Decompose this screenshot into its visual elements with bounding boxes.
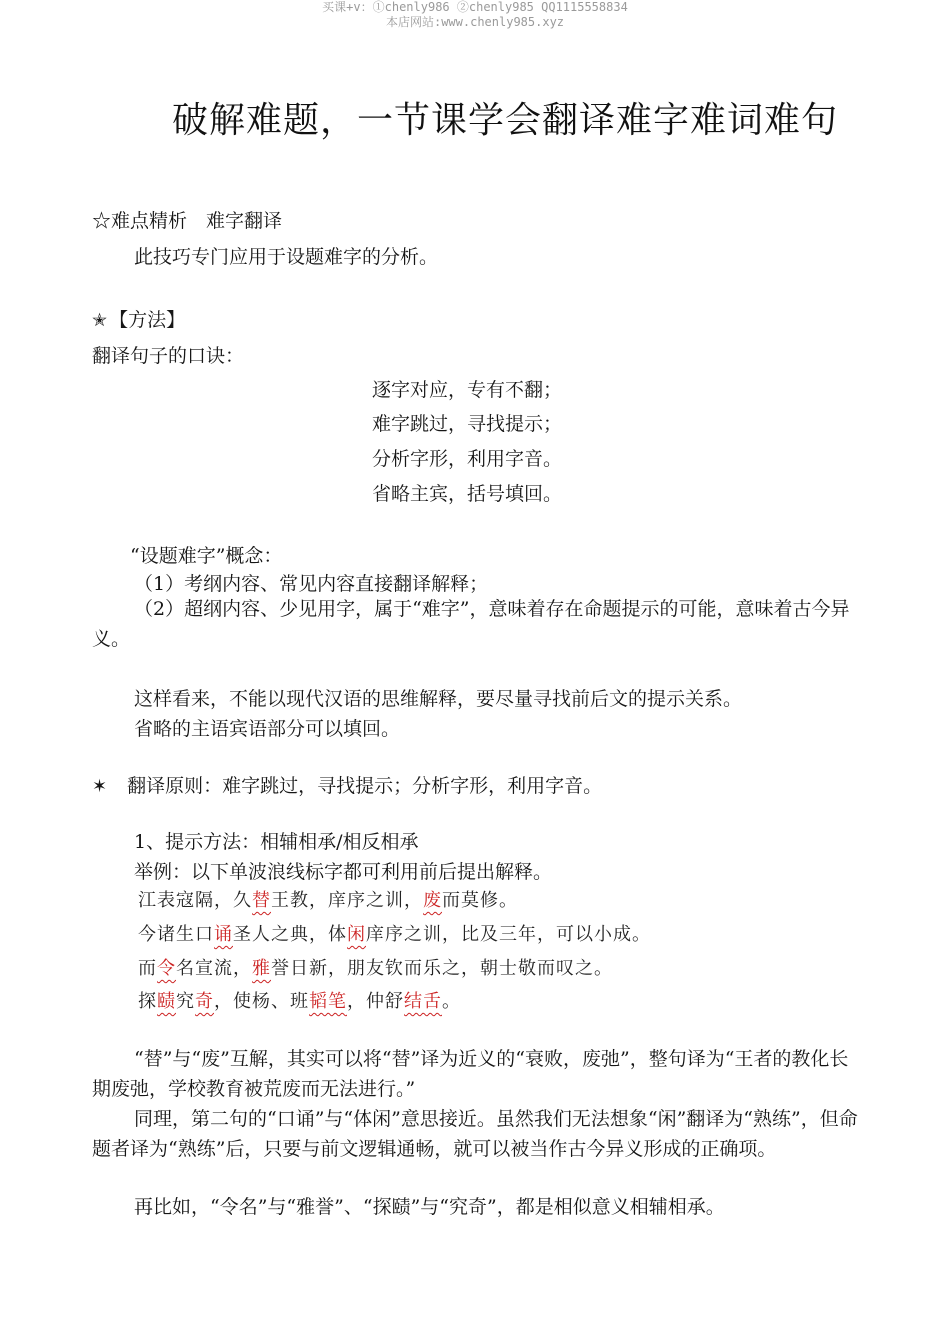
analysis-paragraph-1: “替”与“废”互解，其实可以将“替”译为近义的“衰败，废弛”，整句译为“王者的教化长期废弛，学校教育被荒废而无法进行。” [92, 1048, 849, 1100]
example-text: 探 [138, 991, 157, 1012]
marked-char: 令 [157, 958, 176, 979]
example-text: 今诸生口 [138, 924, 214, 945]
example-sentence-3 [138, 954, 613, 980]
section-intro: 此技巧专门应用于设题难字的分析。 [134, 246, 439, 268]
example-text: ，仲舒 [347, 991, 404, 1012]
view-line-2: 省略的主语宾语部分可以填回。 [134, 718, 401, 740]
method-label: 【方法】 [109, 309, 186, 331]
marked-char: 废 [423, 890, 442, 911]
concept-heading: “设题难字”概念： [130, 545, 283, 567]
hint-line-1: 1、提示方法：相辅相承/相反相承 [134, 831, 419, 853]
verse-line: 省略主宾，括号填回。 [372, 483, 563, 505]
star-icon: ✭ [92, 310, 108, 331]
view-line-1: 这样看来，不能以现代汉语的思维解释，要尽量寻找前后文的提示关系。 [134, 688, 743, 710]
example-sentence-1 [138, 886, 518, 912]
concept-item-2: （2）超纲内容、少见用字，属于“难字”，意味着存在命题提示的可能，意味着古今异义。 [92, 598, 850, 650]
verse-line: 难字跳过，寻找提示； [372, 413, 563, 435]
example-text: 誉日新，朋友钦而乐之，朝士敬而叹之。 [271, 958, 613, 979]
example-text: 名宣流， [176, 958, 252, 979]
marked-char: 韬笔 [309, 991, 347, 1012]
analysis-paragraph-2: 同理，第二句的“口诵”与“体闲”意思接近。虽然我们无法想象“闲”翻译为“熟练”，但命题者译为“熟练”后，只要与前文逻辑通畅，就可以被当作古今异义形成的正确项。 [92, 1108, 858, 1160]
example-text: 庠序之训，比及三年，可以小成。 [366, 924, 651, 945]
example-text: 圣人之典，体 [233, 924, 347, 945]
example-text: 。 [442, 991, 461, 1012]
marked-char: 结舌 [404, 991, 442, 1012]
example-sentence-4 [138, 987, 461, 1013]
method-lead: 翻译句子的口诀： [92, 345, 245, 367]
watermark-line1: 买课+v：①chenly986 ②chenly985 QQ1115558834 [322, 0, 628, 14]
marked-char: 赜 [157, 991, 176, 1012]
example-sentence-2 [138, 920, 651, 946]
section-heading: ☆难点精析 难字翻译 [92, 210, 283, 232]
example-text: 江表寇隔，久 [138, 890, 252, 911]
method-heading [92, 305, 185, 332]
example-text: 王教，庠序之训， [271, 890, 423, 911]
star-icon: ✶ [92, 776, 108, 797]
marked-char: 诵 [214, 924, 233, 945]
example-text: 而 [138, 958, 157, 979]
example-text: 究 [176, 991, 195, 1012]
marked-char: 雅 [252, 958, 271, 979]
marked-char: 奇 [195, 991, 214, 1012]
watermark-line2: 本店网站:www.chenly985.xyz [385, 15, 565, 29]
principle-text: 翻译原则：难字跳过，寻找提示；分析字形，利用字音。 [127, 775, 603, 797]
hint-line-2: 举例：以下单波浪线标字都可利用前后提出解释。 [134, 861, 553, 883]
principle [92, 771, 602, 798]
marked-char: 替 [252, 890, 271, 911]
marked-char: 闲 [347, 924, 366, 945]
concept-item-1: （1）考纲内容、常见内容直接翻译解释； [134, 573, 489, 595]
example-text: ，使杨、班 [214, 991, 309, 1012]
verse-line: 逐字对应，专有不翻； [372, 379, 563, 401]
example-text: 而莫修。 [442, 890, 518, 911]
verse-line: 分析字形，利用字音。 [372, 448, 563, 470]
analysis-paragraph-3: 再比如，“令名”与“雅誉”、“探赜”与“究奇”，都是相似意义相辅相承。 [134, 1196, 725, 1218]
page-title: 破解难题，一节课学会翻译难字难词难句 [172, 100, 839, 141]
